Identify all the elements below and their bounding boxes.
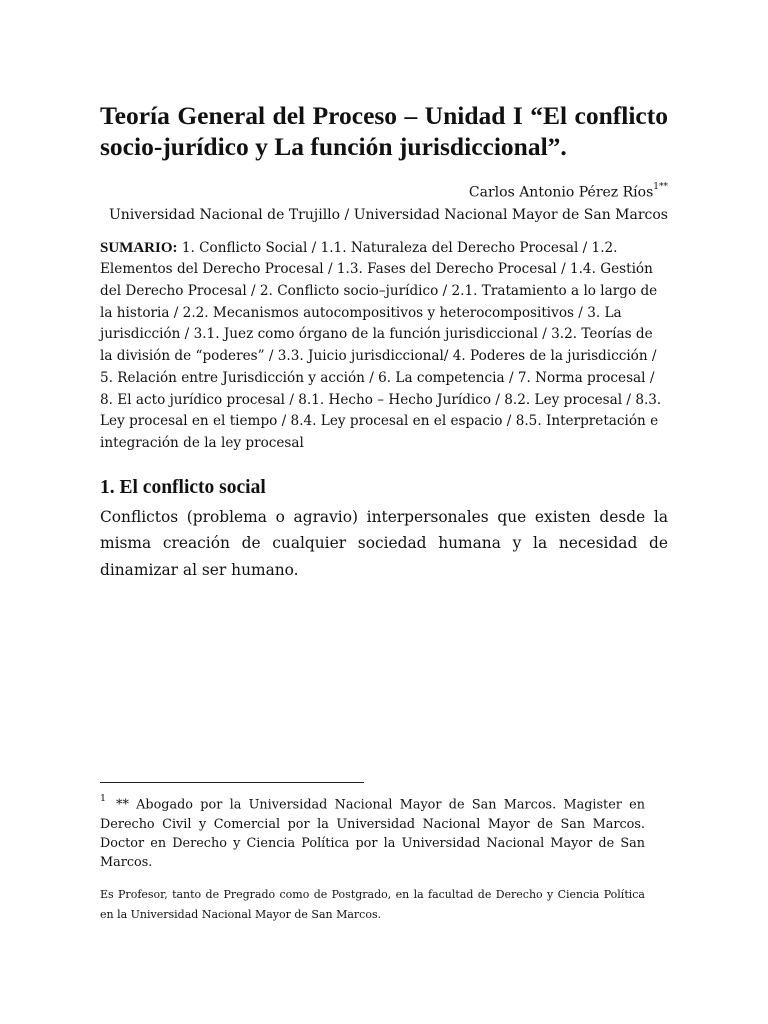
- footnote-number: 1: [100, 793, 107, 804]
- summary-paragraph: [100, 238, 668, 455]
- document-title: Teoría General del Proceso – Unidad I “El conflicto socio-jurídico y La función jurisdiccional”.: [100, 101, 668, 161]
- section-heading: 1. El conflicto social: [100, 476, 266, 498]
- body-paragraph: Conflictos (problema o agravio) interpersonales que existen desde la misma creación de cualquier sociedad humana y la necesidad de dinamizar al ser humano.: [100, 507, 668, 579]
- author-footnote-mark[interactable]: 1**: [653, 182, 668, 192]
- author-name: Carlos Antonio Pérez Ríos: [468, 184, 654, 201]
- footnote-text: ** Abogado por la Universidad Nacional Mayor de San Marcos. Magister en Derecho Civil y Comercial por la Universidad Nacional Mayor de San Marcos. Doctor en Derecho y Ciencia Política por la Universidad Nacional Mayor de San Marcos.: [100, 797, 645, 871]
- footnote-divider: [100, 782, 364, 783]
- author-block: [100, 178, 668, 226]
- document-page: [100, 100, 668, 599]
- summary-text: 1. Conflicto Social / 1.1. Naturaleza del Derecho Procesal / 1.2. Elementos del Derecho Procesal / 1.3. Fases del Derecho Procesal / 1.4. Gestión del Derecho Procesal / 2. Conflicto socio–jurídico / 2.1. Tratamiento a lo largo de la historia / 2.2. Mecanismos autocompositivos y heterocompositivos / 3. La jurisdicción / 3.1. Juez como órgano de la función jurisdiccional / 3.2. Teorías de la división de “poderes” / 3.3. Juicio jurisdiccional/ 4. Poderes de la jurisdicción / 5. Relación entre Jurisdicción y acción / 6. La competencia / 7. Norma procesal / 8. El acto jurídico procesal / 8.1. Hecho – Hecho Jurídico / 8.2. Ley procesal / 8.3. Ley procesal en el tiempo / 8.4. Ley procesal en el espacio / 8.5. Interpretación e integración de la ley procesal: [100, 239, 662, 451]
- summary-label: SUMARIO:: [100, 239, 178, 256]
- footnote-extra-text: Es Profesor, tanto de Pregrado como de Postgrado, en la facultad de Derecho y Ciencia Política en la Universidad Nacional Mayor de San Marcos.: [100, 887, 645, 921]
- author-affiliation: Universidad Nacional de Trujillo / Universidad Nacional Mayor de San Marcos: [108, 206, 668, 223]
- author-line: [100, 178, 668, 204]
- footnote-item: [100, 791, 645, 873]
- footnotes: [100, 791, 645, 925]
